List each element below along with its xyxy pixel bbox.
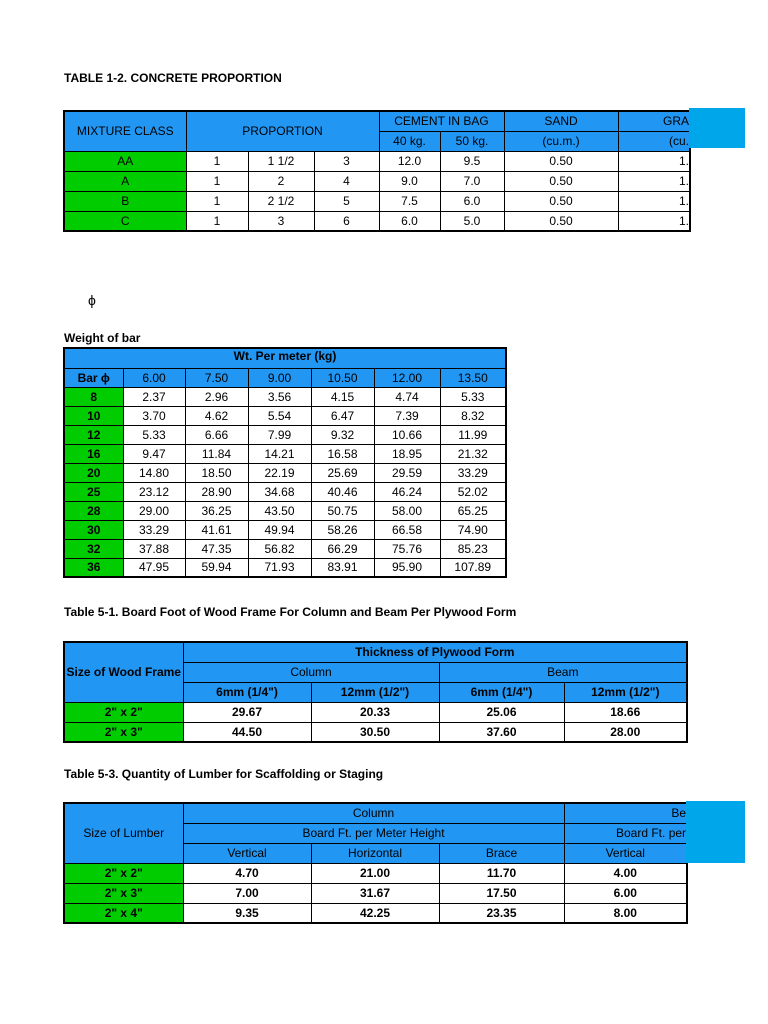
weight-cell: 50.75 (311, 501, 374, 520)
lumber-qty-cell: 21.00 (311, 863, 439, 883)
weight-cell: 2.96 (185, 387, 248, 406)
weight-cell: 52.02 (440, 482, 506, 501)
lumber-qty-cell: 4.70 (183, 863, 311, 883)
weight-cell: 11.99 (440, 425, 506, 444)
proportion-cell: 1 (186, 171, 248, 191)
table-row (64, 171, 690, 191)
weight-cell: 8.32 (440, 406, 506, 425)
cement-50kg-cell: 9.5 (440, 151, 504, 171)
weight-cell: 16.58 (311, 444, 374, 463)
mixture-class-header: MIXTURE CLASS (64, 111, 186, 151)
proportion-cell: 1 (186, 151, 248, 171)
weight-cell: 29.59 (374, 463, 440, 482)
weight-cell: 14.80 (123, 463, 185, 482)
table-row (64, 539, 506, 558)
lumber-size-cell: 2" x 4" (64, 903, 183, 923)
lumber-size-cell: 2" x 3" (64, 883, 183, 903)
table-row (64, 903, 687, 923)
weight-cell: 29.00 (123, 501, 185, 520)
proportion-cell: 3 (248, 211, 314, 231)
table-row (64, 482, 506, 501)
thickness-sub-header: 6mm (1/4") (183, 682, 311, 702)
length-header: 7.50 (185, 368, 248, 387)
table-row (64, 520, 506, 539)
lumber-size-cell: 2" x 2" (64, 863, 183, 883)
weight-cell: 25.69 (311, 463, 374, 482)
proportion-cell: 1 (186, 211, 248, 231)
weight-cell: 33.29 (123, 520, 185, 539)
weight-cell: 9.32 (311, 425, 374, 444)
bar-size-cell: 36 (64, 558, 123, 577)
weight-cell: 18.95 (374, 444, 440, 463)
weight-cell: 40.46 (311, 482, 374, 501)
lumber-qty-cell: 42.25 (311, 903, 439, 923)
weight-cell: 5.33 (440, 387, 506, 406)
weight-cell: 7.99 (248, 425, 311, 444)
weight-cell: 85.23 (440, 539, 506, 558)
lumber-size-header: Size of Lumber (64, 803, 183, 863)
weight-cell: 11.84 (185, 444, 248, 463)
weight-cell: 43.50 (248, 501, 311, 520)
cement-40kg-cell: 12.0 (379, 151, 440, 171)
weight-cell: 3.56 (248, 387, 311, 406)
bar-size-cell: 30 (64, 520, 123, 539)
weight-cell: 74.90 (440, 520, 506, 539)
table-row (64, 151, 690, 171)
weight-cell: 47.95 (123, 558, 185, 577)
mixture-class-cell: C (64, 211, 186, 231)
sand-cell: 0.50 (504, 171, 618, 191)
lumber-qty-cell: 4.00 (564, 863, 687, 883)
board-foot-cell: 44.50 (183, 722, 311, 742)
bar-size-cell: 25 (64, 482, 123, 501)
mixture-class-cell: A (64, 171, 186, 191)
wood-frame-size-cell: 2" x 2" (64, 702, 183, 722)
proportion-cell: 5 (314, 191, 379, 211)
bar-size-cell: 16 (64, 444, 123, 463)
gravel-cell: 1. (618, 211, 690, 231)
cement-40kg-header: 40 kg. (379, 131, 440, 151)
concrete-proportion-table (63, 110, 691, 232)
length-header: 9.00 (248, 368, 311, 387)
proportion-cell: 2 1/2 (248, 191, 314, 211)
weight-cell: 75.76 (374, 539, 440, 558)
proportion-cell: 1 (186, 191, 248, 211)
cement-50kg-cell: 6.0 (440, 191, 504, 211)
weight-cell: 14.21 (248, 444, 311, 463)
weight-cell: 23.12 (123, 482, 185, 501)
weight-cell: 10.66 (374, 425, 440, 444)
board-foot-cell: 18.66 (564, 702, 687, 722)
gravel-unit-header: (cu. (618, 131, 690, 151)
column-header: Column (183, 803, 564, 823)
cement-in-bag-header: CEMENT IN BAG (379, 111, 504, 131)
weight-cell: 2.37 (123, 387, 185, 406)
weight-cell: 37.88 (123, 539, 185, 558)
cement-40kg-cell: 6.0 (379, 211, 440, 231)
board-foot-cell: 25.06 (439, 702, 564, 722)
proportion-cell: 2 (248, 171, 314, 191)
weight-cell: 58.00 (374, 501, 440, 520)
table-row (64, 722, 687, 742)
weight-cell: 66.58 (374, 520, 440, 539)
bar-size-cell: 8 (64, 387, 123, 406)
weight-cell: 18.50 (185, 463, 248, 482)
length-header: 13.50 (440, 368, 506, 387)
table-row (64, 501, 506, 520)
lumber-qty-cell: 17.50 (439, 883, 564, 903)
gravel-cell: 1. (618, 191, 690, 211)
table-row (64, 863, 687, 883)
table51-caption: Table 5-1. Board Foot of Wood Frame For Column and Beam Per Plywood Form (64, 605, 517, 619)
bar-size-cell: 20 (64, 463, 123, 482)
weight-cell: 5.54 (248, 406, 311, 425)
length-header: 12.00 (374, 368, 440, 387)
lumber-scaffolding-table (63, 802, 688, 924)
weight-cell: 59.94 (185, 558, 248, 577)
weight-cell: 36.25 (185, 501, 248, 520)
weight-cell: 4.15 (311, 387, 374, 406)
weight-cell: 7.39 (374, 406, 440, 425)
lumber-qty-cell: 6.00 (564, 883, 687, 903)
length-header: 10.50 (311, 368, 374, 387)
member-sub-header: Horizontal (311, 843, 439, 863)
board-foot-cell: 37.60 (439, 722, 564, 742)
gravel-cell: 1. (618, 151, 690, 171)
weight-cell: 41.61 (185, 520, 248, 539)
phi-symbol: ϕ (88, 292, 96, 308)
table-row (64, 191, 690, 211)
table-row (64, 463, 506, 482)
weight-cell: 6.47 (311, 406, 374, 425)
table-row (64, 558, 506, 577)
weight-cell: 56.82 (248, 539, 311, 558)
weight-cell: 4.62 (185, 406, 248, 425)
weight-cell: 47.35 (185, 539, 248, 558)
board-ft-beam-header: Board Ft. per (564, 823, 687, 843)
board-foot-cell: 30.50 (311, 722, 439, 742)
weight-cell: 3.70 (123, 406, 185, 425)
wood-frame-size-cell: 2" x 3" (64, 722, 183, 742)
weight-cell: 65.25 (440, 501, 506, 520)
weight-cell: 46.24 (374, 482, 440, 501)
length-header: 6.00 (123, 368, 185, 387)
table-row (64, 883, 687, 903)
weight-cell: 83.91 (311, 558, 374, 577)
gravel-header: GRA (618, 111, 690, 131)
wood-frame-size-header: Size of Wood Frame (64, 642, 183, 702)
cement-50kg-header: 50 kg. (440, 131, 504, 151)
table-row (64, 425, 506, 444)
table1-caption: TABLE 1-2. CONCRETE PROPORTION (64, 71, 282, 85)
weight-cell: 66.29 (311, 539, 374, 558)
column-header: Column (183, 662, 439, 682)
bar-size-cell: 28 (64, 501, 123, 520)
cement-40kg-cell: 9.0 (379, 171, 440, 191)
mixture-class-cell: B (64, 191, 186, 211)
weight-cell: 6.66 (185, 425, 248, 444)
weight-cell: 21.32 (440, 444, 506, 463)
lumber-qty-cell: 31.67 (311, 883, 439, 903)
right-edge-bar (686, 801, 745, 863)
table-row (64, 702, 687, 722)
board-foot-cell: 28.00 (564, 722, 687, 742)
table-row (64, 211, 690, 231)
weight-cell: 34.68 (248, 482, 311, 501)
lumber-qty-cell: 7.00 (183, 883, 311, 903)
weight-cell: 9.47 (123, 444, 185, 463)
weight-cell: 95.90 (374, 558, 440, 577)
gravel-cell: 1. (618, 171, 690, 191)
member-sub-header: Brace (439, 843, 564, 863)
lumber-qty-cell: 23.35 (439, 903, 564, 923)
proportion-cell: 1 1/2 (248, 151, 314, 171)
table-row (64, 387, 506, 406)
weight-cell: 28.90 (185, 482, 248, 501)
beam-header: Be (564, 803, 687, 823)
weight-cell: 5.33 (123, 425, 185, 444)
board-foot-cell: 20.33 (311, 702, 439, 722)
thickness-header: Thickness of Plywood Form (183, 642, 687, 662)
member-sub-header: Vertical (183, 843, 311, 863)
weight-cell: 58.26 (311, 520, 374, 539)
sand-header: SAND (504, 111, 618, 131)
sand-cell: 0.50 (504, 151, 618, 171)
bar-table-title: Wt. Per meter (kg) (64, 348, 506, 368)
weight-cell: 49.94 (248, 520, 311, 539)
thickness-sub-header: 6mm (1/4") (439, 682, 564, 702)
proportion-cell: 4 (314, 171, 379, 191)
lumber-qty-cell: 8.00 (564, 903, 687, 923)
sand-unit-header: (cu.m.) (504, 131, 618, 151)
board-foot-table (63, 641, 688, 743)
lumber-qty-cell: 11.70 (439, 863, 564, 883)
table-row (64, 406, 506, 425)
proportion-cell: 3 (314, 151, 379, 171)
weight-cell: 22.19 (248, 463, 311, 482)
cement-40kg-cell: 7.5 (379, 191, 440, 211)
bar-size-cell: 12 (64, 425, 123, 444)
thickness-sub-header: 12mm (1/2") (311, 682, 439, 702)
table53-caption: Table 5-3. Quantity of Lumber for Scaffolding or Staging (64, 767, 384, 781)
beam-header: Beam (439, 662, 687, 682)
bar-size-cell: 10 (64, 406, 123, 425)
mixture-class-cell: AA (64, 151, 186, 171)
right-edge-bar (689, 108, 745, 148)
sand-cell: 0.50 (504, 191, 618, 211)
thickness-sub-header: 12mm (1/2") (564, 682, 687, 702)
proportion-cell: 6 (314, 211, 379, 231)
bar-weight-table (63, 347, 507, 578)
weight-cell: 33.29 (440, 463, 506, 482)
bar-corner-label: Bar ϕ (64, 368, 123, 387)
table-row (64, 444, 506, 463)
sand-cell: 0.50 (504, 211, 618, 231)
member-sub-header: Vertical (564, 843, 687, 863)
bar-size-cell: 32 (64, 539, 123, 558)
cement-50kg-cell: 7.0 (440, 171, 504, 191)
lumber-qty-cell: 9.35 (183, 903, 311, 923)
weight-cell: 71.93 (248, 558, 311, 577)
proportion-header: PROPORTION (186, 111, 379, 151)
weight-cell: 107.89 (440, 558, 506, 577)
cement-50kg-cell: 5.0 (440, 211, 504, 231)
weight-cell: 4.74 (374, 387, 440, 406)
bar-table-caption: Weight of bar (64, 331, 141, 345)
board-foot-cell: 29.67 (183, 702, 311, 722)
board-ft-column-header: Board Ft. per Meter Height (183, 823, 564, 843)
